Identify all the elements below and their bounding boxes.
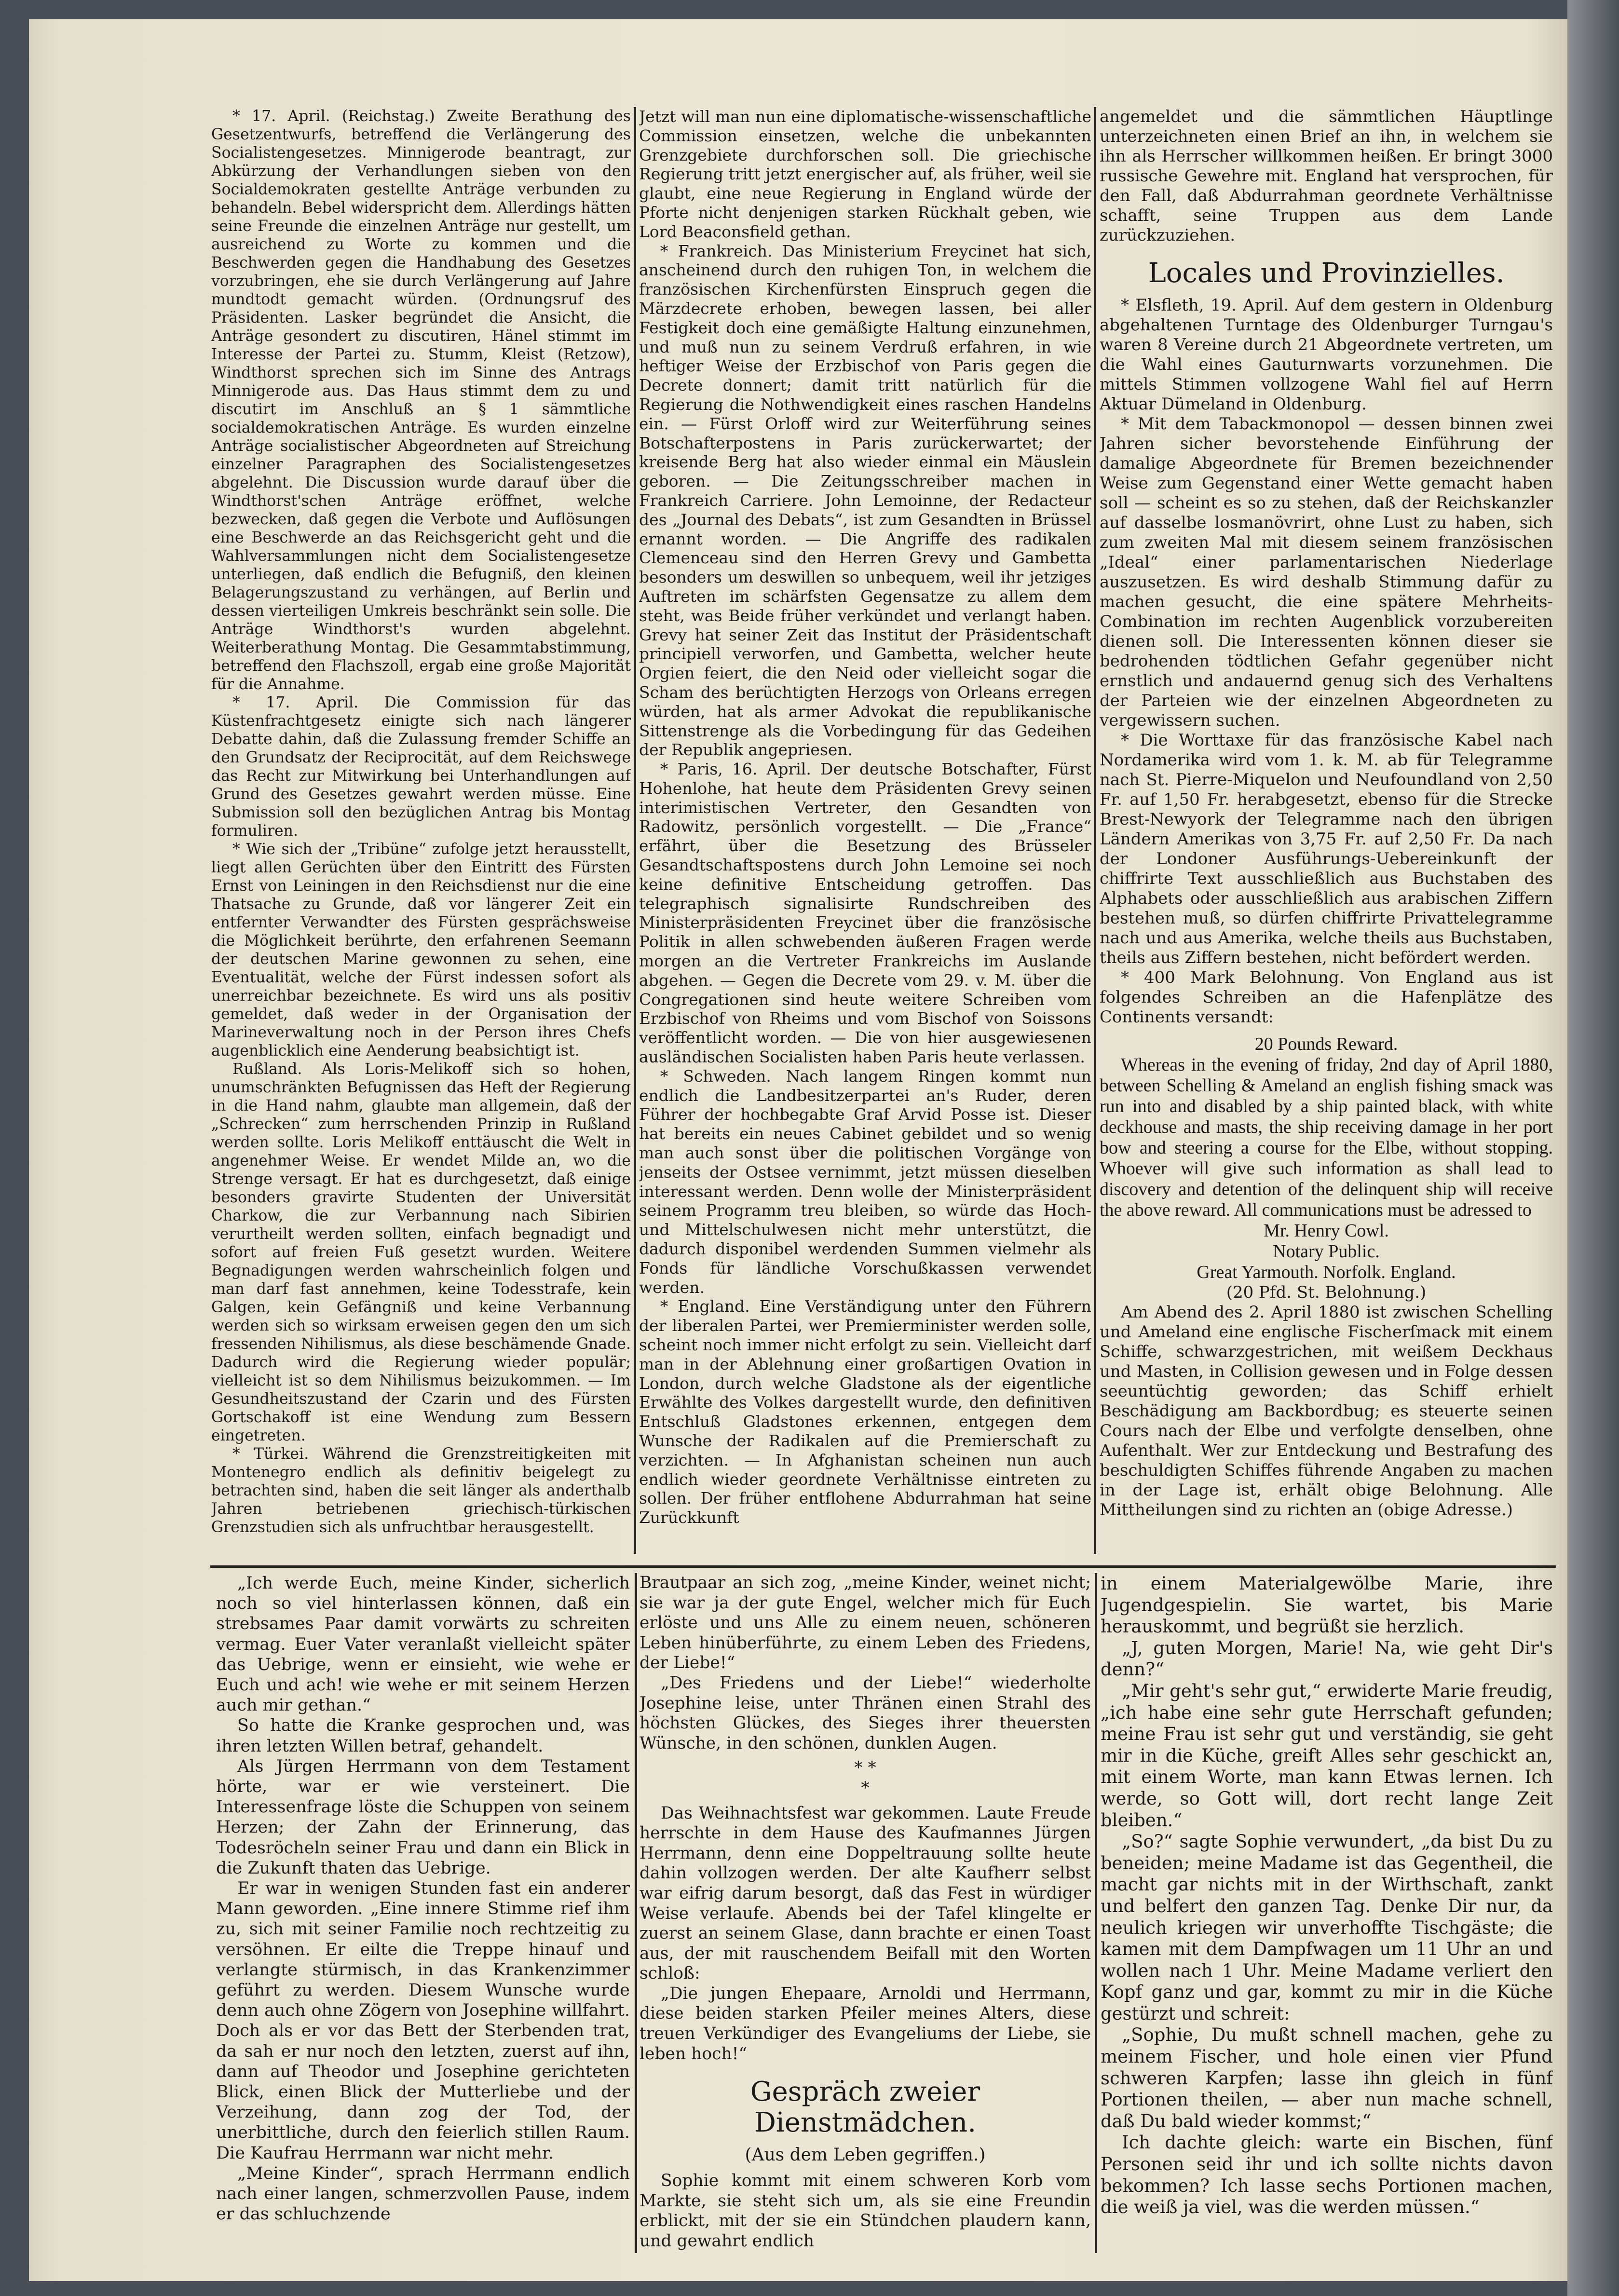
- article-afghanistan-cont: angemeldet und die sämmtlichen Häuptlinge unterzeichneten einen Brief an ihn, in welchem sie ihn als Herrscher willkommen heißen. Er bringt 3000 russische Gewehre mit. England hat versprochen, für den Fall, daß Abdurrahman geordnete Verhältnisse schafft, seine Truppen aus dem Lande zurückzuziehen.: [1100, 107, 1553, 245]
- reward-title: 20 Pounds Reward.: [1254, 1034, 1398, 1054]
- article-belohnung: * 400 Mark Belohnung. Von England aus ist folgendes Schreiben an die Hafenplätze des Continents versandt:: [1100, 968, 1553, 1027]
- story-para-7: „Des Friedens und der Liebe!“ wiederholte Josephine leise, unter Thränen einen Strahl des höchsten Glückes, des Sieges ihrer theuersten Wünsche, in den schönen, dunklen Augen.: [639, 1673, 1091, 1753]
- story-para-3: Als Jürgen Herrmann von dem Testament hörte, war er wie versteinert. Die Interessenfrage löste die Schuppen von seinem Herzen; der Zahn der Erinnerung, das Todesröcheln seiner Frau und dann ein Blick in die Zukunft thaten das Uebrige.: [216, 1756, 630, 1878]
- upper-column-3: [1100, 107, 1553, 1553]
- upper-column-1: [211, 107, 631, 1553]
- dialogue-para-4: „So?“ sagte Sophie verwundert, „da bist Du zu beneiden; meine Madame ist das Gegentheil, die macht gar nichts mit in der Wirthschaft, zankt und belfert den ganzen Tag. Denke Dir nur, da neulich kriegen wir unverhoffte Tischgäste; die kamen mit dem Dampfwagen um 11 Uhr an und wollen nach 1 Uhr. Meine Madame verliert den Kopf ganz und gar, kommt zu mir in die Küche gestürzt und schreit:: [1101, 1831, 1553, 2024]
- reward-signature-place: Great Yarmouth. Norfolk. England.: [1197, 1262, 1456, 1282]
- article-tuerkei-cont: Jetzt will man nun eine diplomatische-wissenschaftliche Commission einsetzen, welche die unbekannten Grenzgebiete durchforschen soll. Die griechische Regierung tritt jetzt energischer auf, als früher, weil sie glaubt, eine neue Regierung in England würde der Pforte nicht denjenigen starken Rückhalt geben, wie Lord Beaconsfield gethan.: [639, 107, 1091, 241]
- story-para-9: „Die jungen Ehepaare, Arnoldi und Herrmann, diese beiden starken Pfeiler meines Alters, diese treuen Verkündiger des Evangeliums der Liebe, sie leben hoch!“: [639, 1984, 1091, 2064]
- article-reward-german: Am Abend des 2. April 1880 ist zwischen Schelling und Ameland eine englische Fischerſmack mit einem Schiffe, schwarzgestrichen, mit weißem Deckhaus und Masten, in Collision gewesen und in Folge dessen seeuntüchtig geworden; das Schiff erhielt Beschädigung am Backbordbug; es steuerte seinen Cours nach der Elbe und verfolgte denselben, ohne Aufenthalt. Wer zur Entdeckung und Bestrafung des beschuldigten Schiffes führende Angaben zu machen in der Lage ist, erhält obige Belohnung. Alle Mittheilungen sind zu richten an (obige Adresse.): [1100, 1303, 1553, 1520]
- lower-column-2: [639, 1573, 1091, 2253]
- article-russland: Rußland. Als Loris-Melikoff sich so hohen, unumschränkten Befugnissen das Heft der Regierung in die Hand nahm, glaubte man allgemein, daß der „Schrecken“ zum herrschenden Prinzip in Rußland werden sollte. Loris Melikoff enttäuscht die Welt in angenehmer Weise. Er wendet Milde an, wo die Strenge versagt. Er hat es durchgesetzt, daß einige besonders gravirte Studenten der Universität Charkow, die zur Verbannung nach Sibirien verurtheilt werden sollten, einfach begnadigt und sofort auf freien Fuß gesetzt wurden. Weitere Begnadigungen werden wahrscheinlich folgen und man darf fast annehmen, keine Todesstrafe, kein Galgen, kein Gefängniß und keine Verbannung werden sich so wirksam erweisen gegen den um sich fressenden Nihilismus, als diese beschämende Gnade. Dadurch wird die Regierung wieder populär; vielleicht ist so dem Nihilismus beizukommen. — Im Gesundheitszustand der Czarin und des Fürsten Gortschakoff ist eine Wendung zum Bessern eingetreten.: [211, 1060, 631, 1444]
- column-rule-4: [1095, 1573, 1097, 2253]
- article-schweden: * Schweden. Nach langem Ringen kommt nun endlich die Landbesitzerpartei an's Ruder, deren Führer der hochbegabte Graf Arvid Posse ist. Dieser hat bereits ein neues Cabinet gebildet und so wenig man auch sonst über die politischen Vorgänge von jenseits der Ostsee vernimmt, jetzt müssen dieselben interessant werden. Denn wolle der Ministerpräsident seinem Programm treu bleiben, so würde das Hoch- und Mittelschulwesen nicht mehr unterstützt, die dadurch disponibel werdenden Summen vielmehr als Fonds für ländliche Vorschußkassen verwendet werden.: [639, 1066, 1091, 1297]
- subheading-gespraech: (Aus dem Leben gegriffen.): [745, 2145, 986, 2165]
- section-heading-locales: Locales und Provinzielles.: [1148, 258, 1505, 289]
- article-tabackmonopol: * Mit dem Tabackmonopol — dessen binnen zwei Jahren sicher bevorstehende Einführung der damalige Abgeordnete für Bremen bezeichnender Weise zum Gegenstand einer Wette gemacht haben soll — scheint es so zu stehen, daß der Reichskanzler auf dasselbe losmanövrirt, ohne Lust zu haben, sich zum zweiten Mal mit diesem seinem französischen „Ideal“ einer parlamentarischen Niederlage auszusetzen. Es wird deshalb Stimmung dafür zu machen gesucht, die eine spätere Mehrheits-Combination im rechten Augenblick vorzubereiten dienen soll. Die Interessenten können dieser sie bedrohenden tödtlichen Gefahr gegenüber nicht ernstlich und andauernd genug sich des Verhaltens der Parteien wie der einzelnen Abgeordneten zu vergewissern suchen.: [1100, 414, 1553, 730]
- article-england: * England. Eine Verständigung unter den Führern der liberalen Partei, wer Premierminister werden solle, scheint noch immer nicht erfolgt zu sein. Vielleicht darf man in der Ablehnung einer großartigen Ovation in London, durch welche Gladstone als der eigentliche Erwählte des Volkes dargestellt wurde, den definitiven Entschluß Gladstones erkennen, entgegen dem Wunsche der Radikalen auf die Premierschaft zu verzichten. — In Afghanistan scheinen nun auch endlich wieder geordnete Verhältnisse eintreten zu sollen. Der früher entflohene Abdurrahman hat seine Zurückkunft: [639, 1297, 1091, 1527]
- story-para-2: So hatte die Kranke gesprochen und, was ihren letzten Willen betraf, gehandelt.: [216, 1716, 630, 1756]
- reward-text: Whereas in the evening of friday, 2nd day of April 1880, between Schelling & Ameland an english fishing smack was run into and disabled by a ship painted black, with white deckhouse and masts, the ship receiving damage in her port bow and steering a course for the Elbe, without stopping. Whoever will give such information as shall lead to discovery and detention of the delinquent ship will receive the above reward. All communications must be adressed to: [1100, 1055, 1553, 1220]
- dialogue-para-3: „Mir geht's sehr gut,“ erwiderte Marie freudig, „ich habe eine sehr gute Herrschaft gefunden; meine Frau ist sehr gut und verständig, sie geht mir in die Küche, greift Alles sehr geschickt an, mit einem Worte, man kann Etwas lernen. Ich werde, so Gott will, dort recht lange Zeit bleiben.“: [1101, 1680, 1553, 1831]
- dialogue-intro: Sophie kommt mit einem schweren Korb vom Markte, sie steht sich um, als sie eine Freundin erblickt, mit der sie ein Stündchen plaudern kann, und gewahrt endlich: [639, 2171, 1091, 2251]
- section-divider: [210, 1565, 1556, 1568]
- heading-gespraech: Gespräch zweier Dienstmädchen.: [750, 2076, 980, 2139]
- story-para-1: „Ich werde Euch, meine Kinder, sicherlich noch so viel hinterlassen können, daß ein strebsames Paar damit vorwärts zu schreiten vermag. Euer Vater veranlaßt vielleicht später das Uebrige, wenn er einsieht, wie wehe er Euch und ach! wie wehe er mit seinem Herzen auch mir gethan.“: [216, 1574, 630, 1715]
- reward-signature-name: Mr. Henry Cowl.: [1264, 1221, 1389, 1241]
- column-rule-2: [1094, 107, 1096, 1554]
- article-kabel: * Die Worttaxe für das französische Kabel nach Nordamerika wird vom 1. k. M. ab für Telegramme nach St. Pierre-Miquelon und Neufoundland von 2,50 Fr. auf 1,50 Fr. herabgesetzt, ebenso für die Strecke Brest-Newyork der Telegramme nach den übrigen Ländern Amerikas von 3,75 Fr. auf 2,50 Fr. Da nach der Londoner Ausführungs-Uebereinkunft der chiffrirte Text ausschließlich aus Buchstaben des Alphabets oder ausschließlich aus arabischen Ziffern bestehen muß, so dürfen chiffrirte Privattelegramme nach und aus Amerika, welche theils aus Buchstaben, theils aus Ziffern bestehen, nicht befördert werden.: [1100, 731, 1553, 967]
- dialogue-para-5: „Sophie, Du mußt schnell machen, gehe zu meinem Fischer, und hole einen vier Pfund schweren Karpfen; lasse ihn gleich in fünf Portionen theilen, — aber nun mache schnell, daß Du bald wieder kommst;“: [1101, 2024, 1553, 2132]
- dialogue-para-6: Ich dachte gleich: warte ein Bischen, fünf Personen seid ihr und ich sollte nichts davon bekommen? Ich lasse sechs Portionen machen, die weiß ja viel, was die werden müssen.“: [1101, 2132, 1553, 2218]
- article-paris: * Paris, 16. April. Der deutsche Botschafter, Fürst Hohenlohe, hat heute dem Präsidenten Grevy seinen interimistischen Vertreter, den Gesandten von Radowitz, persönlich vorgestellt. — Die „France“ erfährt, über die Besetzung des Brüsseler Gesandtschaftspostens durch John Lemoine sei noch keine definitive Entscheidung getroffen. Das telegraphisch signalisirte Rundschreiben des Ministerpräsidenten Freycinet über die französische Politik in allen schwebenden äußeren Fragen werde morgen an die Vertreter Frankreichs im Auslande abgehen. — Gegen die Decrete vom 29. v. M. über die Congregationen sind heute weitere Schreiben vom Erzbischof von Rheims und vom Bischof von Soissons veröffentlicht worden. — Die von hier ausgewiesenen ausländischen Socialisten haben Paris heute verlassen.: [639, 760, 1091, 1067]
- dialogue-para-1: in einem Materialgewölbe Marie, ihre Jugendgespielin. Sie wartet, bis Marie herauskommt, und begrüßt sie herzlich.: [1101, 1573, 1553, 1637]
- column-rule-3: [635, 1573, 637, 2253]
- article-frankreich: * Frankreich. Das Ministerium Freycinet hat sich, anscheinend durch den ruhigen Ton, in welchem die französischen Kirchenfürsten Einspruch gegen die Märzdecrete erhoben, bewegen lassen, bei aller Festigkeit doch eine gemäßigte Haltung einzunehmen, und muß nun zu seinem Verdruß erfahren, in wie heftiger Weise der Erzbischof von Paris gegen die Decrete donnert; damit tritt natürlich für die Regierung die Nothwendigkeit eines raschen Handelns ein. — Fürst Orloff wird zur Weiterführung seines Botschafterpostens in Paris zurückerwartet; der kreisende Berg hat also wieder einmal ein Mäuslein geboren. — Die Zeitungsschreiber machen in Frankreich Carriere. John Lemoinne, der Redacteur des „Journal des Debats“, ist zum Gesandten in Brüssel ernannt worden. — Die Angriffe des radikalen Clemenceau sind den Herren Grevy und Gambetta besonders um deswillen so unbequem, weil ihr jetziges Auftreten im schärfsten Gegensatze zu allem dem steht, was Beide früher verkündet und verlangt haben. Grevy hat seiner Zeit das Institut der Präsidentschaft principiell verworfen, und Gambetta, welcher heute Orgien feiert, die den Neid oder vielleicht sogar die Scham des berüchtigten Herzogs von Orleans erregen würden, hat als armer Advokat die republikanische Sittenstrenge als die Vorbedingung für das Gedeihen der Republik angepriesen.: [639, 241, 1091, 760]
- article-tribuene: * Wie sich der „Tribüne“ zufolge jetzt herausstellt, liegt allen Gerüchten über den Eintritt des Fürsten Ernst von Leiningen in den Reichsdienst nur die eine Thatsache zu Grunde, daß vor längerer Zeit ein entfernter Verwandter des Fürsten gesprächsweise die Möglichkeit berührte, den erfahrenen Seemann der deutschen Marine gewonnen zu sehen, eine Eventualität, welche der Fürst indessen sofort als unerreichbar bezeichnete. Es wird uns als positiv gemeldet, daß weder in der Organisation der Marineverwaltung noch in der Person ihres Chefs augenblicklich eine Aenderung beabsichtigt ist.: [211, 841, 631, 1060]
- story-para-5: „Meine Kinder“, sprach Herrmann endlich nach einer langen, schmerzvollen Pause, indem er das schluchzende: [216, 2163, 630, 2224]
- lower-column-1: [216, 1573, 630, 2253]
- column-rule-1: [634, 107, 636, 1554]
- scan-shadow: [1567, 0, 1619, 2296]
- reward-signature-amount: (20 Pfd. St. Belohnung.): [1226, 1283, 1427, 1302]
- dialogue-para-2: „J, guten Morgen, Marie! Na, wie geht Dir's denn?“: [1101, 1637, 1553, 1680]
- story-para-4: Er war in wenigen Stunden fast ein anderer Mann geworden. „Eine innere Stimme rief ihm zu, sich mit seiner Familie noch rechtzeitig zu versöhnen. Er eilte die Treppe hinauf und verlangte stürmisch, in das Krankenzimmer geführt zu werden. Diesem Wunsche wurde denn auch ohne Zögern von Josephine willfahrt. Doch als er vor das Bett der Sterbenden trat, da sah er nur noch den letzten, zuerst auf ihn, dann auf Theodor und Josephine gerichteten Blick, einen Blick der Mutterliebe und der Verzeihung, dann zog der Tod, der unerbittliche, durch den feierlich stillen Raum. Die Kaufrau Herrmann war nicht mehr.: [216, 1879, 630, 2163]
- reward-signature-title: Notary Public.: [1273, 1241, 1380, 1262]
- article-elsfleth: * Elsfleth, 19. April. Auf dem gestern in Oldenburg abgehaltenen Turntage des Oldenburger Turngau's waren 8 Vereine durch 21 Abgeordnete vertreten, um die Wahl eines Gauturnwarts vorzunehmen. Die mittels Stimmen vollzogene Wahl fiel auf Herrn Aktuar Dümeland in Oldenburg.: [1100, 296, 1553, 414]
- upper-column-2: [639, 107, 1091, 1553]
- story-para-8: Das Weihnachtsfest war gekommen. Laute Freude herrschte in dem Hause des Kaufmannes Jürgen Herrmann, denn eine Doppeltrauung sollte heute dahin vollzogen werden. Der alte Kaufherr selbst war eifrig darum besorgt, daß das Fest in würdiger Weise verlaufe. Abends bei der Tafel klingelte er zuerst an seinem Glase, dann brachte er einen Toast aus, der mit rauschendem Beifall mit den Worten schloß:: [639, 1803, 1091, 1984]
- story-para-6: Brautpaar an sich zog, „meine Kinder, weinet nicht; sie war ja der gute Engel, welcher mich für Euch erlöste und uns Alle zu einem neuen, schöneren Leben hinüberführte, zu einem Leben des Friedens, der Liebe!“: [639, 1573, 1091, 1673]
- article-kuestenfracht: * 17. April. Die Commission für das Küstenfrachtgesetz einigte sich nach längerer Debatte dahin, daß die Zulassung fremder Schiffe an den Grundsatz der Reciprocität, auf dem Reichswege das Recht zur Mitwirkung bei Unterhandlungen auf Grund des Gesetzes gewahrt werden müsse. Eine Submission soll den bezüglichen Antrag bis Montag formuliren.: [211, 694, 631, 840]
- section-stars: * * *: [854, 1758, 876, 1798]
- article-tuerkei: * Türkei. Während die Grenzstreitigkeiten mit Montenegro endlich als definitiv beigelegt zu betrachten sind, haben die seit länger als anderthalb Jahren betriebenen griechisch-türkischen Grenzstudien sich als unfruchtbar herausgestellt.: [211, 1445, 631, 1536]
- lower-column-3: [1101, 1573, 1553, 2253]
- article-reichstag: * 17. April. (Reichstag.) Zweite Berathung des Gesetzentwurfs, betreffend die Verlängerung des Socialistengesetzes. Minnigerode beantragt, zur Abkürzung der Verhandlungen sieben von den Socialdemokraten gestellte Anträge verbunden zu behandeln. Bebel widerspricht dem. Allerdings hätten seine Freunde die einzelnen Anträge nur gestellt, um ausreichend zu Worte zu kommen und die Beschwerden gegen die Handhabung des Gesetzes vorzubringen, ehe sie durch Verlängerung auf Jahre mundtodt gemacht würden. (Ordnungsruf des Präsidenten. Lasker begründet die Ansicht, die Anträge gesondert zu discutiren, Hänel stimmt im Interesse der Partei zu. Stumm, Kleist (Retzow), Windthorst sprechen sich im Sinne des Antrags Minnigerode aus. Das Haus stimmt dem zu und discutirt im Anschluß an § 1 sämmtliche socialdemokratischen Anträge. Es wurden einzelne Anträge socialistischer Abgeordneten auf Streichung einzelner Paragraphen des Socialistengesetzes abgelehnt. Die Discussion wurde darauf über die Windthorst'schen Anträge eröffnet, welche bezwecken, daß gegen die Verbote und Auflösungen eine Beschwerde an das Reichsgericht geht und die Wahlversammlungen nicht dem Socialistengesetze unterliegen, daß endlich die Befugniß, den kleinen Belagerungszustand zu verhängen, auf Berlin und dessen vierteiligen Umkreis beschränkt sein solle. Die Anträge Windthorst's wurden abgelehnt. Weiterberathung Montag. Die Gesammtabstimmung, betreffend den Flachszoll, ergab eine große Majorität für die Annahme.: [211, 108, 631, 693]
